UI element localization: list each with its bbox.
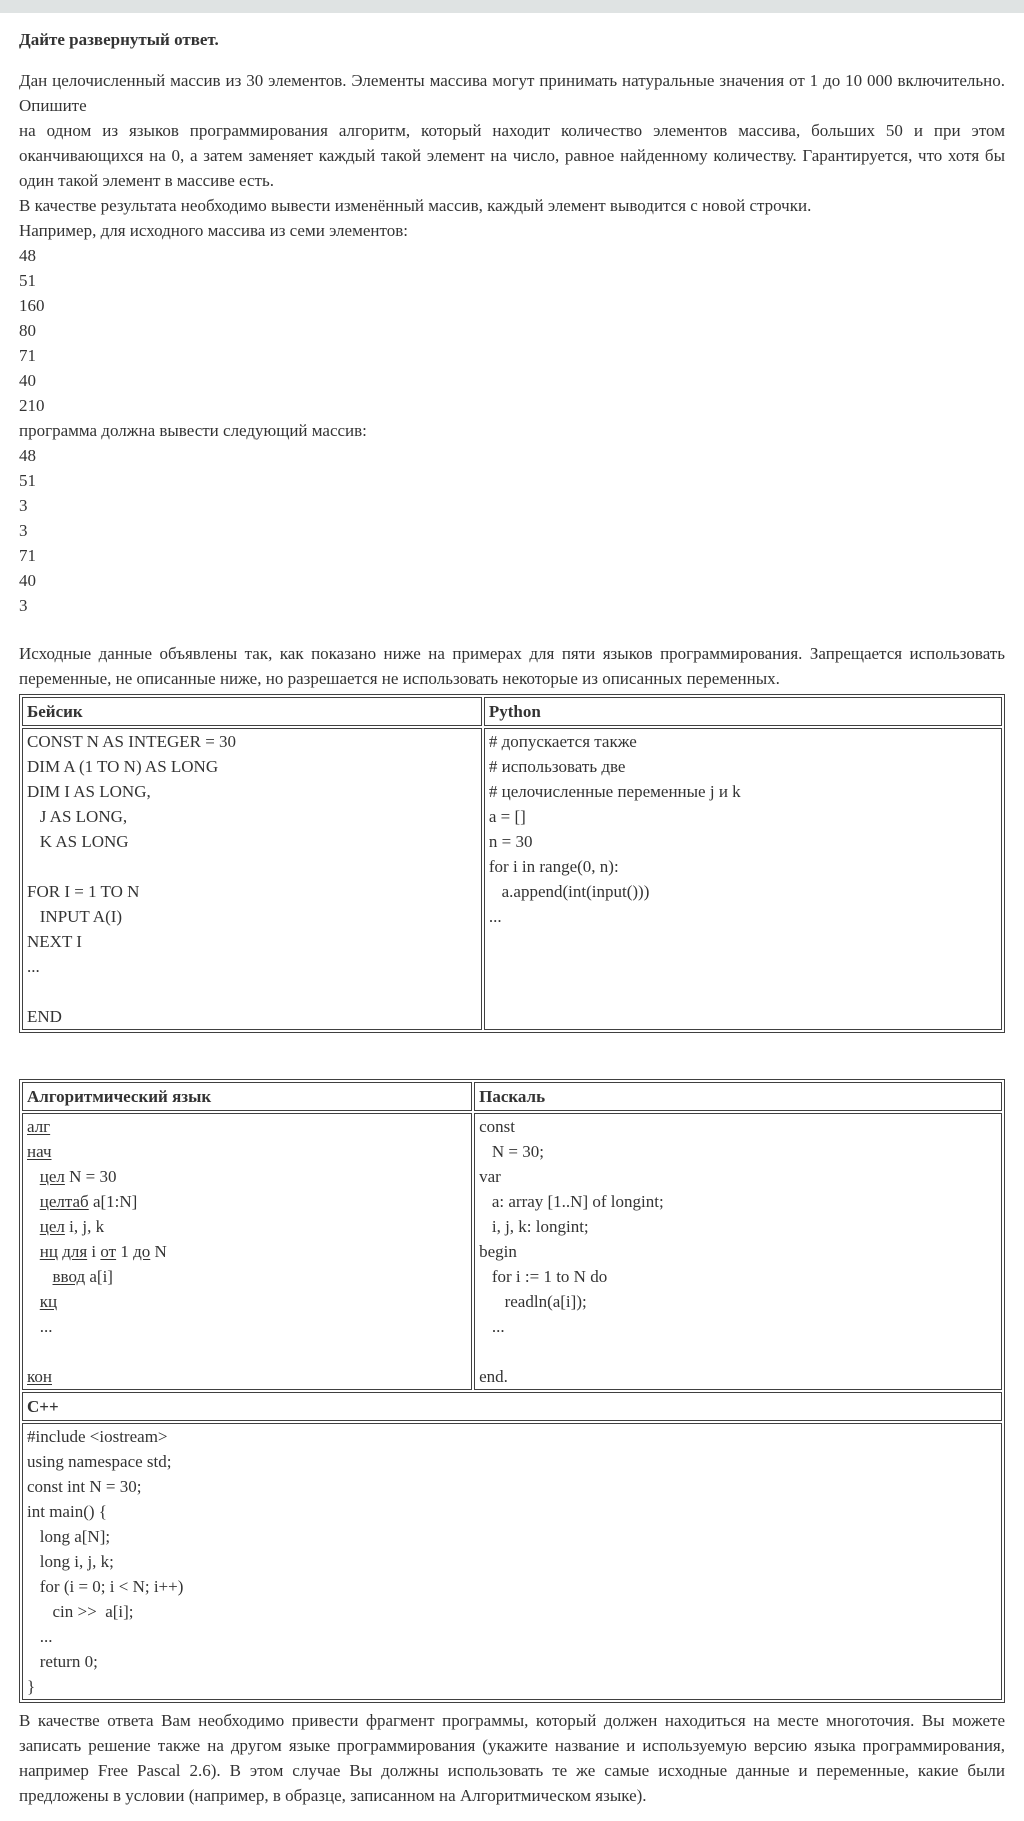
page-title: Дайте развернутый ответ.	[19, 30, 219, 49]
closing-note: В качестве ответа Вам необходимо привести фрагмент программы, который должен находиться на месте многоточия. Вы можете записать решение также на другом языке программирования (укажите название и используемую версию языка программирования, например Free Pascal 2.6). В этом случае Вы должны использовать те же самые исходные данные и переменные, какие были предложены в условии (например, в образце, записанном на Алгоритмическом языке).	[19, 1711, 1005, 1805]
code-line: J AS LONG,	[27, 807, 128, 826]
code-line: целтаб a[1:N]	[39, 1192, 138, 1211]
code-line: ...	[488, 907, 502, 926]
table-code-row	[22, 1113, 1002, 1390]
task-document	[0, 13, 1024, 1808]
code-line: нц для i от 1 до N	[39, 1242, 167, 1261]
code-line	[27, 979, 477, 1004]
code-line: int main() {	[27, 1502, 107, 1521]
code-line: cin >> a[i];	[27, 1602, 134, 1621]
code-line: a = []	[488, 807, 526, 826]
pascal-code-cell	[474, 1113, 1002, 1390]
code-line: i, j, k: longint;	[479, 1217, 589, 1236]
table-code-row	[22, 728, 1002, 1030]
array-value-line: 3	[19, 521, 28, 540]
code-line: a.append(int(input()))	[488, 882, 650, 901]
code-line: цел N = 30	[39, 1167, 117, 1186]
code-line: ...	[27, 1317, 53, 1336]
code-line: #include <iostream>	[27, 1427, 168, 1446]
code-line: const int N = 30;	[27, 1477, 142, 1496]
code-line: кон	[27, 1367, 52, 1386]
basic-code-cell	[22, 728, 482, 1030]
code-line: # допускается также	[488, 732, 637, 751]
code-line: readln(a[i]);	[479, 1292, 587, 1311]
array-value-line: 71	[19, 546, 36, 565]
code-line: var	[479, 1167, 501, 1186]
languages-table-basic-python	[19, 694, 1005, 1033]
output-intro: программа должна вывести следующий массив:	[19, 421, 367, 440]
page-top-strip	[0, 0, 1024, 13]
code-line: for (i = 0; i < N; i++)	[27, 1577, 184, 1596]
basic-column-header: Бейсик	[22, 697, 482, 726]
array-value-line: 51	[19, 471, 36, 490]
code-line: цел i, j, k	[39, 1217, 105, 1236]
code-line: a: array [1..N] of longint;	[479, 1192, 664, 1211]
algorithmic-code-cell	[22, 1113, 472, 1390]
array-value-line: 3	[19, 596, 28, 615]
cpp-column-header: C++	[22, 1392, 1002, 1421]
code-line: const	[479, 1117, 515, 1136]
code-line: ...	[27, 957, 40, 976]
cpp-code-cell	[22, 1423, 1002, 1700]
algorithmic-column-header: Алгоритмический язык	[22, 1082, 472, 1111]
array-value-line: 48	[19, 446, 36, 465]
python-column-header: Python	[484, 697, 1002, 726]
table-header-row	[22, 697, 1002, 726]
code-line: }	[27, 1677, 36, 1696]
array-value-line: 40	[19, 371, 36, 390]
code-line: DIM I AS LONG,	[27, 782, 151, 801]
code-line: for i in range(0, n):	[488, 857, 619, 876]
example-intro: Например, для исходного массива из семи элементов:	[19, 221, 408, 240]
task-intro-line-2: на одном из языков программирования алгоритм, который находит количество элементов массива, больших 50 и при этом оканчивающихся на 0, а затем заменяет каждый такой элемент на число, равное найденному количеству. Гарантируется, что хотя бы один такой элемент в массиве есть.	[19, 121, 1005, 190]
code-line: ...	[27, 1627, 53, 1646]
array-value-line: 3	[19, 496, 28, 515]
task-intro-line-1: Дан целочисленный массив из 30 элементов. Элементы массива могут принимать натуральные значения от 1 до 10 000 включительно. Опишите	[19, 71, 1005, 115]
array-value-line: 71	[19, 346, 36, 365]
code-line: long i, j, k;	[27, 1552, 114, 1571]
code-line: begin	[479, 1242, 517, 1261]
code-line: CONST N AS INTEGER = 30	[27, 732, 237, 751]
code-line: # целочисленные переменные j и k	[488, 782, 741, 801]
code-line: K AS LONG	[27, 832, 129, 851]
example-output-list	[19, 443, 1005, 618]
code-line: нач	[27, 1142, 52, 1161]
code-line: END	[27, 1007, 62, 1026]
code-line: N = 30;	[479, 1142, 544, 1161]
example-input-list	[19, 243, 1005, 418]
array-value-line: 40	[19, 571, 36, 590]
code-line: using namespace std;	[27, 1452, 172, 1471]
task-result-note: В качестве результата необходимо вывести изменённый массив, каждый элемент выводится с новой строчки.	[19, 196, 812, 215]
array-value-line: 210	[19, 396, 45, 415]
code-line	[27, 854, 477, 879]
languages-table-algo-pascal-cpp	[19, 1079, 1005, 1703]
array-value-line: 48	[19, 246, 36, 265]
code-line: for i := 1 to N do	[479, 1267, 608, 1286]
array-value-line: 160	[19, 296, 45, 315]
code-line	[479, 1339, 997, 1364]
code-line: NEXT I	[27, 932, 82, 951]
code-line: DIM A (1 TO N) AS LONG	[27, 757, 219, 776]
cpp-code-row	[22, 1423, 1002, 1700]
cpp-header-row	[22, 1392, 1002, 1421]
array-value-line: 51	[19, 271, 36, 290]
code-line: INPUT A(I)	[27, 907, 123, 926]
code-line: # использовать две	[488, 757, 626, 776]
code-line: FOR I = 1 TO N	[27, 882, 140, 901]
code-line: ввод a[i]	[52, 1267, 113, 1286]
code-line: return 0;	[27, 1652, 98, 1671]
code-line: end.	[479, 1367, 508, 1386]
array-value-line: 80	[19, 321, 36, 340]
declaration-note: Исходные данные объявлены так, как показано ниже на примерах для пяти языков программирования. Запрещается использовать переменные, не описанные ниже, но разрешается не использовать некоторые из описанных переменных.	[19, 644, 1005, 688]
code-line: кц	[39, 1292, 58, 1311]
table-header-row	[22, 1082, 1002, 1111]
code-line: алг	[27, 1117, 51, 1136]
python-code-cell	[484, 728, 1002, 1030]
code-line	[27, 1339, 467, 1364]
code-line: n = 30	[488, 832, 533, 851]
code-line: long a[N];	[27, 1527, 111, 1546]
code-line: ...	[479, 1317, 505, 1336]
pascal-column-header: Паскаль	[474, 1082, 1002, 1111]
